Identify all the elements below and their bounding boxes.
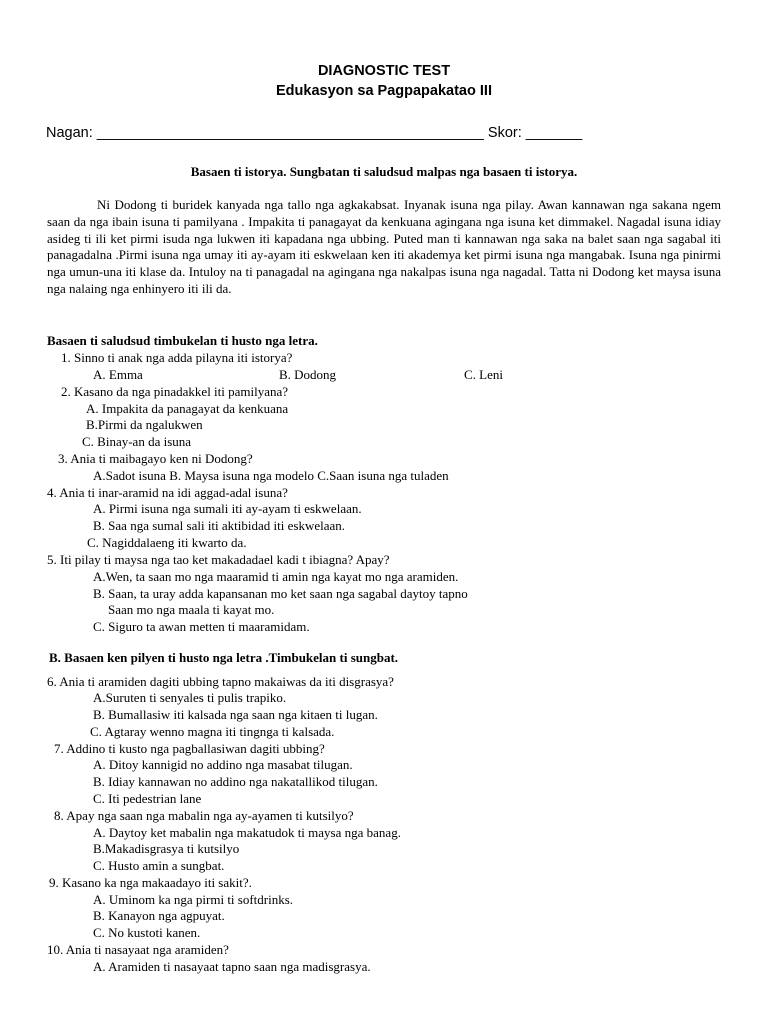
story-text: Ni Dodong ti buridek kanyada nga tallo nga agkakabsat. Inyanak isuna nga pilay. Awan kannawan nga sakana ngem saan da nga ibain isuna ti pamilyana . Impakita ti panagayat da kenkuana agingana nga isuna ket dimmakel. Nagadal isuna idiay asideg ti ili ket pirmi isuda nga lukwen iti kapadana nga ubbing. Puted man ti kannawan nga saka na balet saan nga sagabal iti panagadalna .Pirmi isuna nga umay iti ay-ayam iti eskwelaan ken iti akademya ket pirmi isuna nga mangabak. Isuna nga pinirmi nga umun-una iti klase da. Intuloy na ti panagadal na agingana nga nakalpas isuna nga nagadal. Tatta ni Dodong ket maysa isuna nga nalaing nga enhinyero iti ili da.: [47, 197, 721, 296]
part-b-instruction: B. Basaen ken pilyen ti husto nga letra .Timbukelan ti sungbat.: [49, 650, 399, 665]
question-4: 4. Ania ti inar-aramid na idi aggad-adal isuna?: [47, 485, 288, 500]
q10-option-a: A. Aramiden ti nasayaat tapno saan nga madisgrasya.: [93, 959, 371, 974]
question-3: 3. Ania ti maibagayo ken ni Dodong?: [58, 451, 253, 466]
q5-option-b: B. Saan, ta uray adda kapansanan mo ket saan nga sagabal daytoy tapno: [93, 586, 468, 601]
score-field: Skor: _______: [487, 125, 583, 141]
sub-instruction: Basaen ti saludsud timbukelan ti husto nga letra.: [47, 333, 318, 348]
question-7: 7. Addino ti kusto nga pagballasiwan dagiti ubbing?: [54, 741, 325, 756]
q4-option-c: C. Nagiddalaeng iti kwarto da.: [87, 535, 247, 550]
name-field: Nagan: ________________________________________________: [46, 125, 484, 141]
question-10: 10. Ania ti nasayaat nga aramiden?: [47, 942, 229, 957]
q8-option-c: C. Husto amin a sungbat.: [93, 858, 225, 873]
q6-option-b: B. Bumallasiw iti kalsada nga saan nga kitaen ti lugan.: [93, 707, 378, 722]
story-passage: [47, 197, 721, 298]
q1-option-a: A. Emma: [93, 367, 143, 382]
name-score-line: [46, 125, 582, 141]
question-5: 5. Iti pilay ti maysa nga tao ket makadadael kadi t ibiagna? Apay?: [47, 552, 390, 567]
question-8: 8. Apay nga saan nga mabalin nga ay-ayamen ti kutsilyo?: [54, 808, 354, 823]
q4-option-a: A. Pirmi isuna nga sumali iti ay-ayam ti eskwelaan.: [93, 501, 362, 516]
q7-option-a: A. Ditoy kannigid no addino nga masabat tilugan.: [93, 757, 353, 772]
q5-option-c: C. Siguro ta awan metten ti maaramidam.: [93, 619, 310, 634]
q9-option-b: B. Kanayon nga agpuyat.: [93, 908, 225, 923]
q8-option-b: B.Makadisgrasya ti kutsilyo: [93, 841, 240, 856]
part-a-instruction: Basaen ti istorya. Sungbatan ti saludsud malpas nga basaen ti istorya.: [190, 164, 578, 179]
q5-option-a: A.Wen, ta saan mo nga maaramid ti amin nga kayat mo nga aramiden.: [93, 569, 459, 584]
question-9: 9. Kasano ka nga makaadayo iti sakit?.: [49, 875, 252, 890]
q1-option-c: C. Leni: [464, 367, 503, 382]
q9-option-c: C. No kustoti kanen.: [93, 925, 201, 940]
q3-options: A.Sadot isuna B. Maysa isuna nga modelo C.Saan isuna nga tuladen: [93, 468, 449, 483]
q6-option-c: C. Agtaray wenno magna iti tingnga ti kalsada.: [90, 724, 335, 739]
q8-option-a: A. Daytoy ket mabalin nga makatudok ti maysa nga banag.: [93, 825, 401, 840]
q2-option-a: A. Impakita da panagayat da kenkuana: [86, 401, 289, 416]
q9-option-a: A. Uminom ka nga pirmi ti softdrinks.: [93, 892, 294, 907]
q4-option-b: B. Saa nga sumal sali iti aktibidad iti eskwelaan.: [93, 518, 346, 533]
question-6: 6. Ania ti aramiden dagiti ubbing tapno makaiwas da iti disgrasya?: [47, 674, 394, 689]
q7-option-c: C. Iti pedestrian lane: [93, 791, 202, 806]
q6-option-a: A.Suruten ti senyales ti pulis trapiko.: [93, 690, 287, 705]
question-1: 1. Sinno ti anak nga adda pilayna iti istorya?: [61, 350, 293, 365]
subject-title: Edukasyon sa Pagpapakatao III: [276, 83, 492, 99]
q7-option-b: B. Idiay kannawan no addino nga nakatallikod tilugan.: [93, 774, 378, 789]
question-2: 2. Kasano da nga pinadakkel iti pamilyana?: [61, 384, 289, 399]
q2-option-b: B.Pirmi da ngalukwen: [86, 417, 203, 432]
q2-option-c: C. Binay-an da isuna: [82, 434, 192, 449]
q1-option-b: B. Dodong: [279, 367, 337, 382]
test-title: DIAGNOSTIC TEST: [317, 63, 451, 79]
q5-option-b-cont: Saan mo nga maala ti kayat mo.: [108, 602, 275, 617]
